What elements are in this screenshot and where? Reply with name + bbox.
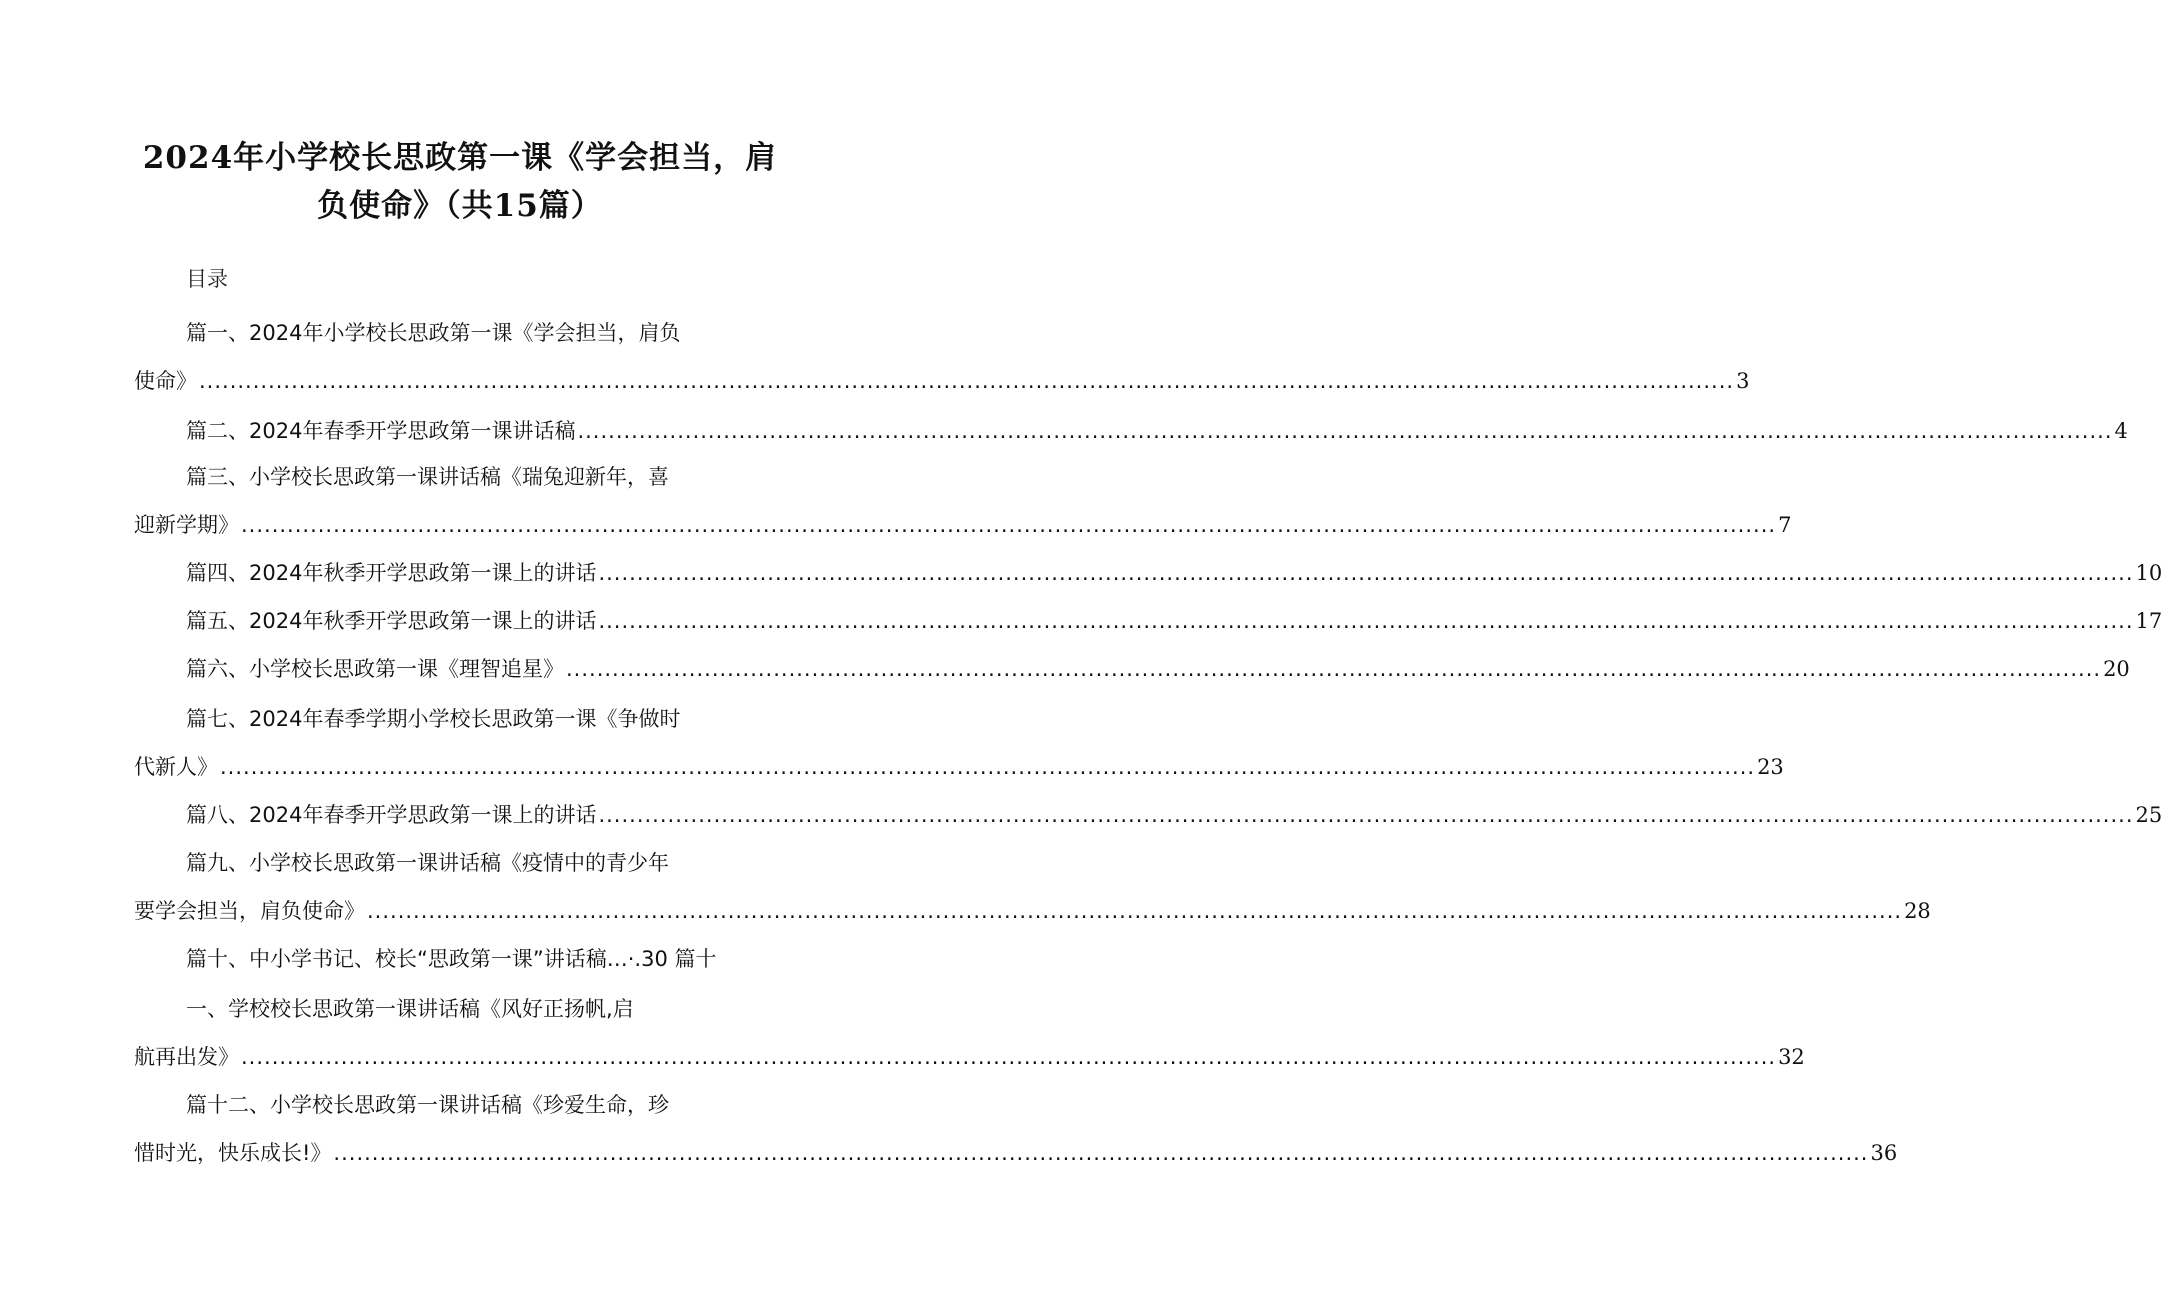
toc-entry-9[interactable] — [134, 896, 1931, 926]
toc-entry-7-page: 23 — [1757, 755, 1784, 779]
leader-dots: ........................................................................................................................................................................................................ — [566, 657, 2102, 681]
toc-entry-2-page: 4 — [2114, 419, 2128, 443]
toc-entry-7[interactable] — [134, 752, 1784, 782]
leader-dots: ........................................................................................................................................................................................................ — [598, 803, 2134, 827]
toc-entry-4-text: 篇四、2024年秋季开学思政第一课上的讲话 — [186, 561, 597, 585]
toc-entry-12[interactable] — [134, 1138, 1898, 1168]
toc-entry-10-line-1[interactable]: 篇十、中小学书记、校长“思政第一课”讲话稿…·.30 篇十 — [186, 947, 717, 971]
toc-entry-7-line-1[interactable]: 篇七、2024年春季学期小学校长思政第一课《争做时 — [186, 707, 681, 731]
toc-entry-3-page: 7 — [1778, 513, 1792, 537]
toc-entry-7-text: 代新人》 — [134, 755, 218, 779]
leader-dots: ........................................................................................................................................................................................................ — [577, 419, 2113, 443]
toc-entry-12-page: 36 — [1870, 1141, 1898, 1165]
leader-dots: ........................................................................................................................................................................................................ — [241, 513, 1777, 537]
toc-entry-5-page: 17 — [2135, 609, 2162, 633]
document-title-line-1: 2024年小学校长思政第一课《学会担当，肩 — [142, 140, 778, 176]
toc-entry-6-text: 篇六、小学校长思政第一课《理智追星》 — [186, 657, 564, 681]
leader-dots: ........................................................................................................................................................................................................ — [367, 899, 1903, 923]
toc-entry-11-page: 32 — [1778, 1045, 1805, 1069]
toc-entry-5-text: 篇五、2024年秋季开学思政第一课上的讲话 — [186, 609, 597, 633]
toc-entry-6-page: 20 — [2103, 657, 2130, 681]
toc-entry-11-text: 航再出发》 — [134, 1045, 239, 1069]
toc-entry-9-text: 要学会担当，肩负使命》 — [134, 899, 365, 923]
toc-entry-3-text: 迎新学期》 — [134, 513, 239, 537]
toc-entry-11[interactable] — [134, 1042, 1805, 1072]
toc-entry-4-page: 10 — [2135, 561, 2162, 585]
leader-dots: ........................................................................................................................................................................................................ — [241, 1045, 1777, 1069]
leader-dots: ........................................................................................................................................................................................................ — [199, 369, 1735, 393]
toc-entry-8-text: 篇八、2024年春季开学思政第一课上的讲话 — [186, 803, 597, 827]
toc-entry-9-page: 28 — [1904, 899, 1931, 923]
toc-entry-2-text: 篇二、2024年春季开学思政第一课讲话稿 — [186, 419, 576, 443]
toc-entry-1-line-1[interactable]: 篇一、2024年小学校长思政第一课《学会担当，肩负 — [186, 321, 681, 345]
toc-entry-9-line-1[interactable]: 篇九、小学校长思政第一课讲话稿《疫情中的青少年 — [186, 851, 669, 875]
toc-entry-5[interactable] — [186, 606, 2162, 636]
leader-dots: ........................................................................................................................................................................................................ — [598, 609, 2134, 633]
toc-entry-8-page: 25 — [2135, 803, 2162, 827]
leader-dots: ........................................................................................................................................................................................................ — [333, 1141, 1869, 1165]
toc-entry-2[interactable] — [186, 416, 2128, 446]
toc-entry-1-page: 3 — [1736, 369, 1750, 393]
leader-dots: ........................................................................................................................................................................................................ — [598, 561, 2134, 585]
toc-entry-3-line-1[interactable]: 篇三、小学校长思政第一课讲话稿《瑞兔迎新年，喜 — [186, 465, 669, 489]
toc-heading: 目录 — [186, 267, 228, 291]
toc-entry-3[interactable] — [134, 510, 1792, 540]
toc-entry-6[interactable] — [186, 654, 2130, 684]
toc-entry-1[interactable] — [134, 366, 1750, 396]
toc-entry-4[interactable] — [186, 558, 2162, 588]
toc-entry-12-text: 惜时光，快乐成长!》 — [134, 1141, 332, 1165]
leader-dots: ........................................................................................................................................................................................................ — [220, 755, 1756, 779]
toc-entry-1-text: 使命》 — [134, 369, 197, 393]
document-title-line-2: 负使命》（共15篇） — [317, 188, 603, 224]
toc-entry-12-line-1[interactable]: 篇十二、小学校长思政第一课讲话稿《珍爱生命，珍 — [186, 1093, 669, 1117]
toc-entry-8[interactable] — [186, 800, 2162, 830]
toc-entry-11-line-2[interactable]: 一、学校校长思政第一课讲话稿《风好正扬帆,启 — [186, 997, 634, 1021]
